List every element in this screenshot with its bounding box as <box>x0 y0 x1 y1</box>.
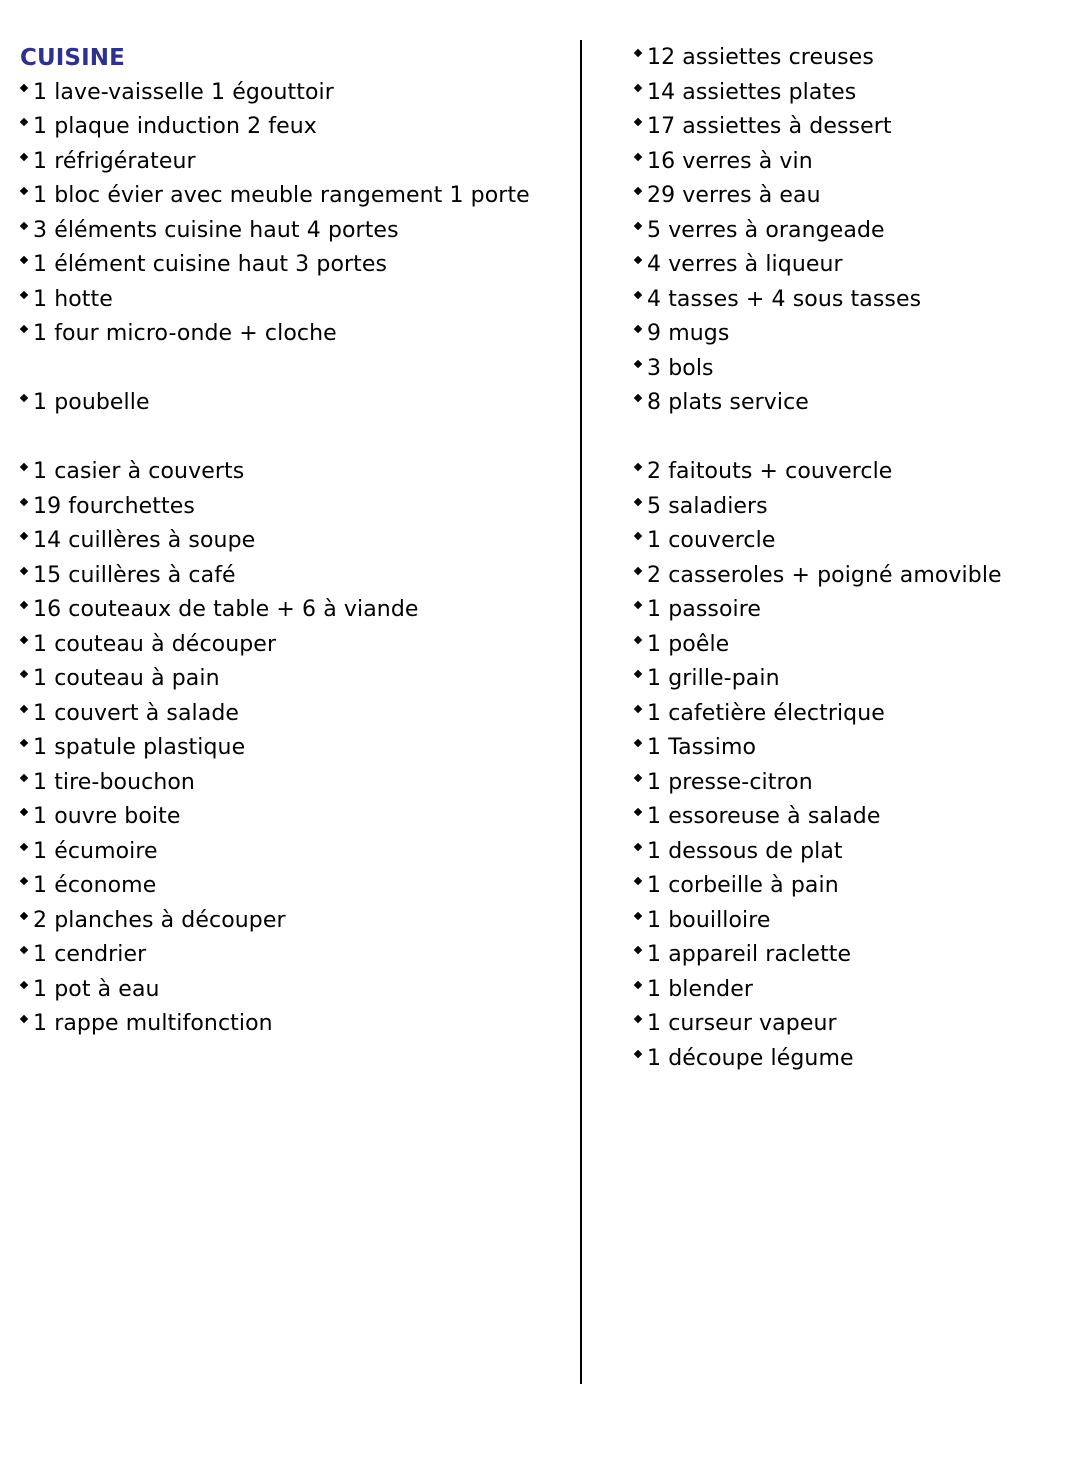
list-item <box>20 179 570 214</box>
list-item <box>634 559 1074 594</box>
list-item-text: 1 bloc évier avec meuble rangement 1 porte <box>33 183 530 208</box>
list-item <box>20 524 570 559</box>
list-item <box>634 524 1074 559</box>
diamond-bullet-icon <box>634 532 644 542</box>
list-item-text: 1 bouilloire <box>647 907 771 933</box>
list-item <box>20 731 570 766</box>
list-item-text: 1 poubelle <box>33 390 150 415</box>
list-item <box>634 76 1074 111</box>
list-item <box>634 662 1074 697</box>
list-item <box>634 145 1074 180</box>
diamond-bullet-icon <box>20 222 30 232</box>
diamond-bullet-icon <box>634 49 644 59</box>
diamond-bullet-icon <box>634 360 644 370</box>
list-item-text: 1 passoire <box>647 597 762 622</box>
diamond-bullet-icon <box>20 808 30 818</box>
diamond-bullet-icon <box>634 705 644 715</box>
list-item-text: 1 essoreuse à salade <box>647 804 881 829</box>
diamond-bullet-icon <box>634 567 644 577</box>
column-divider <box>580 40 582 1384</box>
diamond-bullet-icon <box>20 153 30 163</box>
diamond-bullet-icon <box>20 463 30 473</box>
list-item-text: 1 dessous de plat <box>647 838 843 864</box>
list-item-text: 1 corbeille à pain <box>647 873 839 898</box>
list-item-text: 1 ouvre boite <box>33 804 181 829</box>
list-item <box>20 455 570 490</box>
list-item-text: 1 spatule plastique <box>33 735 246 760</box>
list-item <box>20 835 570 870</box>
list-item-text: 15 cuillères à café <box>33 562 236 588</box>
list-item <box>634 973 1074 1008</box>
list-item-text: 1 hotte <box>33 286 113 312</box>
list-item <box>20 904 570 939</box>
list-item-text: 16 couteaux de table + 6 à viande <box>33 597 419 622</box>
diamond-bullet-icon <box>20 325 30 335</box>
list-item-text: 5 saladiers <box>647 493 768 519</box>
diamond-bullet-icon <box>634 84 644 94</box>
list-item-text: 1 lave-vaisselle 1 égouttoir <box>33 79 334 105</box>
list-item-text: 29 verres à eau <box>647 183 821 208</box>
list-item <box>20 938 570 973</box>
list-item-text: 3 bols <box>647 355 714 381</box>
right-column <box>634 41 1074 1076</box>
list-item-text: 19 fourchettes <box>33 493 195 519</box>
list-item <box>20 559 570 594</box>
diamond-bullet-icon <box>20 774 30 784</box>
list-item <box>634 904 1074 939</box>
list-item-text: 1 appareil raclette <box>647 942 852 967</box>
list-item-text: 17 assiettes à dessert <box>647 114 892 139</box>
diamond-bullet-icon <box>20 187 30 197</box>
list-item <box>634 490 1074 525</box>
diamond-bullet-icon <box>20 256 30 266</box>
list-item-text: 5 verres à orangeade <box>647 217 885 243</box>
diamond-bullet-icon <box>20 394 30 404</box>
list-item <box>634 766 1074 801</box>
list-item <box>20 145 570 180</box>
diamond-bullet-icon <box>634 1015 644 1025</box>
list-item-text: 1 poêle <box>647 631 730 657</box>
left-item-list <box>20 76 570 1042</box>
list-item <box>20 283 570 318</box>
list-item <box>634 731 1074 766</box>
diamond-bullet-icon <box>20 291 30 301</box>
list-item <box>20 214 570 249</box>
diamond-bullet-icon <box>20 532 30 542</box>
right-item-list <box>634 41 1074 1076</box>
diamond-bullet-icon <box>20 84 30 94</box>
diamond-bullet-icon <box>634 153 644 163</box>
list-item <box>634 938 1074 973</box>
list-item-text: 1 couvercle <box>647 528 776 553</box>
list-item <box>634 248 1074 283</box>
list-item <box>20 593 570 628</box>
list-item-text: 1 découpe légume <box>647 1045 854 1071</box>
diamond-bullet-icon <box>634 670 644 680</box>
diamond-bullet-icon <box>20 1015 30 1025</box>
list-item-text: 2 casseroles + poigné amovible <box>647 562 1002 588</box>
diamond-bullet-icon <box>20 739 30 749</box>
diamond-bullet-icon <box>634 325 644 335</box>
diamond-bullet-icon <box>634 636 644 646</box>
list-item-text: 1 économe <box>33 873 157 898</box>
list-item-text: 1 four micro-onde + cloche <box>33 321 337 346</box>
list-item-text: 1 Tassimo <box>647 735 757 760</box>
diamond-bullet-icon <box>634 498 644 508</box>
list-item <box>634 317 1074 352</box>
list-item <box>20 490 570 525</box>
list-item-text: 14 cuillères à soupe <box>33 528 256 553</box>
list-item-text: 1 blender <box>647 976 753 1002</box>
list-item <box>20 869 570 904</box>
list-item <box>20 317 570 352</box>
list-item <box>634 869 1074 904</box>
diamond-bullet-icon <box>20 705 30 715</box>
list-item <box>20 697 570 732</box>
list-item-text: 1 couteau à découper <box>33 631 277 657</box>
list-item <box>20 766 570 801</box>
diamond-bullet-icon <box>20 567 30 577</box>
diamond-bullet-icon <box>20 118 30 128</box>
blank-line <box>20 421 570 456</box>
list-item <box>20 110 570 145</box>
list-item <box>20 973 570 1008</box>
diamond-bullet-icon <box>20 601 30 611</box>
list-item-text: 1 cendrier <box>33 942 147 967</box>
diamond-bullet-icon <box>634 291 644 301</box>
list-item-text: 1 réfrigérateur <box>33 148 196 174</box>
blank-line <box>634 421 1074 456</box>
list-item <box>634 697 1074 732</box>
diamond-bullet-icon <box>20 498 30 508</box>
list-item-text: 1 casier à couverts <box>33 459 245 484</box>
list-item-text: 2 planches à découper <box>33 907 286 933</box>
list-item <box>634 628 1074 663</box>
list-item <box>634 352 1074 387</box>
diamond-bullet-icon <box>634 1050 644 1060</box>
list-item <box>20 248 570 283</box>
list-item-text: 1 couvert à salade <box>33 700 240 726</box>
list-item-text: 1 presse-citron <box>647 769 813 795</box>
left-column <box>20 41 570 1042</box>
section-title: CUISINE <box>20 45 125 71</box>
list-item <box>20 800 570 835</box>
diamond-bullet-icon <box>634 981 644 991</box>
diamond-bullet-icon <box>634 118 644 128</box>
list-item <box>634 110 1074 145</box>
list-item <box>634 283 1074 318</box>
diamond-bullet-icon <box>20 877 30 887</box>
list-item-text: 14 assiettes plates <box>647 79 857 105</box>
list-item-text: 2 faitouts + couvercle <box>647 459 893 484</box>
diamond-bullet-icon <box>634 601 644 611</box>
list-item-text: 9 mugs <box>647 321 730 346</box>
list-item <box>20 628 570 663</box>
list-item <box>634 386 1074 421</box>
diamond-bullet-icon <box>634 843 644 853</box>
list-item-text: 3 éléments cuisine haut 4 portes <box>33 217 399 243</box>
list-item <box>634 214 1074 249</box>
diamond-bullet-icon <box>634 463 644 473</box>
diamond-bullet-icon <box>20 946 30 956</box>
list-item-text: 1 plaque induction 2 feux <box>33 114 317 139</box>
diamond-bullet-icon <box>634 256 644 266</box>
diamond-bullet-icon <box>634 946 644 956</box>
list-item-text: 12 assiettes creuses <box>647 45 874 70</box>
list-item-text: 1 rappe multifonction <box>33 1011 273 1036</box>
diamond-bullet-icon <box>634 808 644 818</box>
diamond-bullet-icon <box>20 636 30 646</box>
list-item <box>634 179 1074 214</box>
list-item <box>20 386 570 421</box>
list-item-text: 1 élément cuisine haut 3 portes <box>33 252 388 277</box>
list-item <box>20 1007 570 1042</box>
list-item-text: 16 verres à vin <box>647 148 813 174</box>
list-item-text: 1 curseur vapeur <box>647 1011 837 1036</box>
list-item <box>634 41 1074 76</box>
diamond-bullet-icon <box>634 774 644 784</box>
diamond-bullet-icon <box>634 187 644 197</box>
list-item <box>20 662 570 697</box>
list-item <box>634 1007 1074 1042</box>
list-item <box>634 593 1074 628</box>
list-item <box>634 455 1074 490</box>
list-item-text: 4 verres à liqueur <box>647 252 843 277</box>
diamond-bullet-icon <box>634 222 644 232</box>
diamond-bullet-icon <box>634 739 644 749</box>
list-item-text: 4 tasses + 4 sous tasses <box>647 286 922 312</box>
list-item-text: 8 plats service <box>647 390 809 415</box>
list-item-text: 1 couteau à pain <box>33 666 220 691</box>
list-item-text: 1 grille-pain <box>647 666 780 691</box>
diamond-bullet-icon <box>20 670 30 680</box>
list-item-text: 1 tire-bouchon <box>33 769 195 795</box>
diamond-bullet-icon <box>20 981 30 991</box>
diamond-bullet-icon <box>20 912 30 922</box>
list-item <box>634 800 1074 835</box>
diamond-bullet-icon <box>20 843 30 853</box>
list-item-text: 1 cafetière électrique <box>647 700 885 726</box>
list-item-text: 1 pot à eau <box>33 976 160 1002</box>
diamond-bullet-icon <box>634 394 644 404</box>
list-item-text: 1 écumoire <box>33 838 158 864</box>
list-item <box>20 76 570 111</box>
list-item <box>634 1042 1074 1077</box>
blank-line <box>20 352 570 387</box>
diamond-bullet-icon <box>634 912 644 922</box>
list-item <box>634 835 1074 870</box>
diamond-bullet-icon <box>634 877 644 887</box>
